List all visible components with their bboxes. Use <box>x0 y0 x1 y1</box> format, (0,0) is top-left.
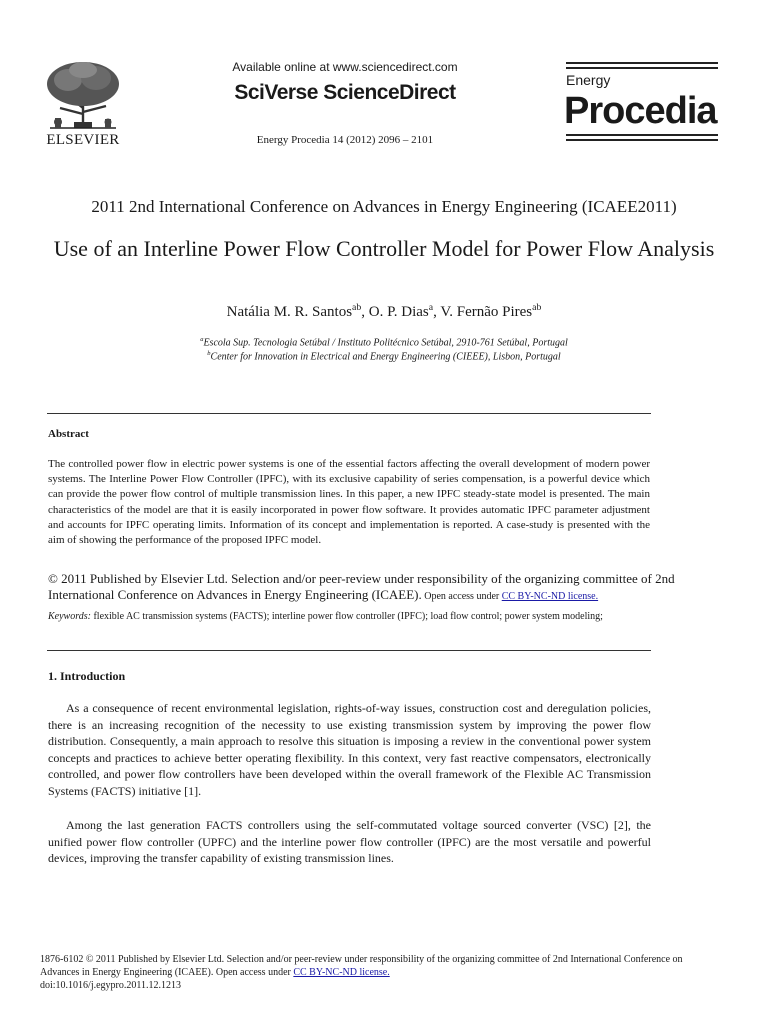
author-name: O. P. Dias <box>368 304 429 320</box>
paper-title: Use of an Interline Power Flow Controller Model for Power Flow Analysis <box>53 236 715 261</box>
keywords <box>48 610 650 624</box>
journal-citation: Energy Procedia 14 (2012) 2096 – 2101 <box>256 134 434 146</box>
license-link[interactable]: CC BY-NC-ND license. <box>501 590 599 602</box>
section-divider <box>47 413 651 414</box>
affiliation-mark: a <box>200 336 204 343</box>
journal-name-large: Procedia <box>564 90 717 132</box>
affiliation-text: Center for Innovation in Electrical and Energy Engineering (CIEEE), Lisbon, Portugal <box>210 351 561 363</box>
footer-text: 1876-6102 © 2011 Published by Elsevier Ltd. Selection and/or peer-review under responsibility of the organizing committee of 2nd International Conference on Advances in Energy Engineering (ICAEE). Open access under <box>40 954 683 978</box>
introduction-paragraph: As a consequence of recent environmental legislation, rights-of-way issues, construction cost and deregulation policies, there is an increasing recognition of the necessity to use existing transmission system by improving the power flow distribution. Consequently, a main approach to resolve this situation is imposing a review in the conventional power system concepts and practices to achieve better operating flexibility. In this context, very fast reactive compensators, electronically controlled, and power flow controllers have been developed within the overall framework of the Flexible AC Transmission Systems (FACTS) initiative [1]. <box>48 701 651 798</box>
conference-name: 2011 2nd International Conference on Advances in Energy Engineering (ICAEE2011) <box>91 197 677 216</box>
journal-rule-bottom <box>566 134 718 144</box>
introduction-heading: 1. Introduction <box>48 669 126 683</box>
affiliation-a <box>0 336 768 348</box>
abstract-body: The controlled power flow in electric power systems is one of the essential factors affecting the overall development of modern power systems. The Interline Power Flow Controller (IPFC), with its exclusive capability of series compensation, is a powerful device which can provide the power flow control of multiple transmission lines. In this paper, a new IPFC steady-state model is presented. The main characteristics of the model are that it is easily incorporated in power flow software. It provides automatic IPFC parameter adjustment and accounts for IPFC operating limits. Information of its concept and implementation is reported. A case-study is presented with the aim of showing the performance of the proposed IPFC model. <box>48 458 650 547</box>
copyright-text: © 2011 Published by Elsevier Ltd. Selection and/or peer-review under responsibility of the organizing committee of 2nd International Conference on Advances in Energy Engineering (ICAEE). <box>48 571 675 602</box>
author-name: Natália M. R. Santos <box>226 304 353 320</box>
author-affiliation-mark: a <box>428 302 434 313</box>
author-list: Natália M. R. Santos$^{ab}$, O. P. Dias$^a$, V. Fernão Pires$^{ab}$ <box>226 302 542 320</box>
author-affiliation-mark: ab <box>532 302 542 313</box>
keywords-text: flexible AC transmission systems (FACTS); interline power flow controller (IPFC); load flow control; power system modeling; <box>90 611 603 622</box>
abstract-heading: Abstract <box>48 428 89 440</box>
journal-rule-top <box>566 62 718 72</box>
section-divider <box>47 650 651 651</box>
publisher-name: ELSEVIER <box>46 132 120 148</box>
journal-name-small: Energy <box>566 72 611 88</box>
doi[interactable]: doi:10.1016/j.egypro.2011.12.1213 <box>40 980 182 991</box>
footer-license-link[interactable]: CC BY-NC-ND license. <box>293 967 390 978</box>
keywords-label: Keywords: <box>48 611 91 622</box>
introduction-paragraph: Among the last generation FACTS controllers using the self-commutated voltage sourced converter (VSC) [2], the unified power flow controller (UPFC) and the interline power flow controller (IPFC) are the most versatile and powerful devices, improving the transfer capability of existing transmission lines. <box>48 818 651 865</box>
affiliation-b <box>0 350 768 362</box>
copyright-notice <box>48 571 688 604</box>
author-affiliation-mark: ab <box>352 302 362 313</box>
available-online-text: Available online at www.sciencedirect.com <box>232 60 458 74</box>
affiliation-text: Escola Sup. Tecnologia Setúbal / Instituto Politécnico Setúbal, 2910-761 Setúbal, Portugal <box>203 337 568 349</box>
author-name: V. Fernão Pires <box>440 304 533 320</box>
affiliation-mark: b <box>207 350 211 357</box>
page-footer <box>40 953 705 992</box>
sciverse-brand: SciVerse ScienceDirect <box>234 81 456 104</box>
open-access-text: Open access under <box>421 590 502 602</box>
